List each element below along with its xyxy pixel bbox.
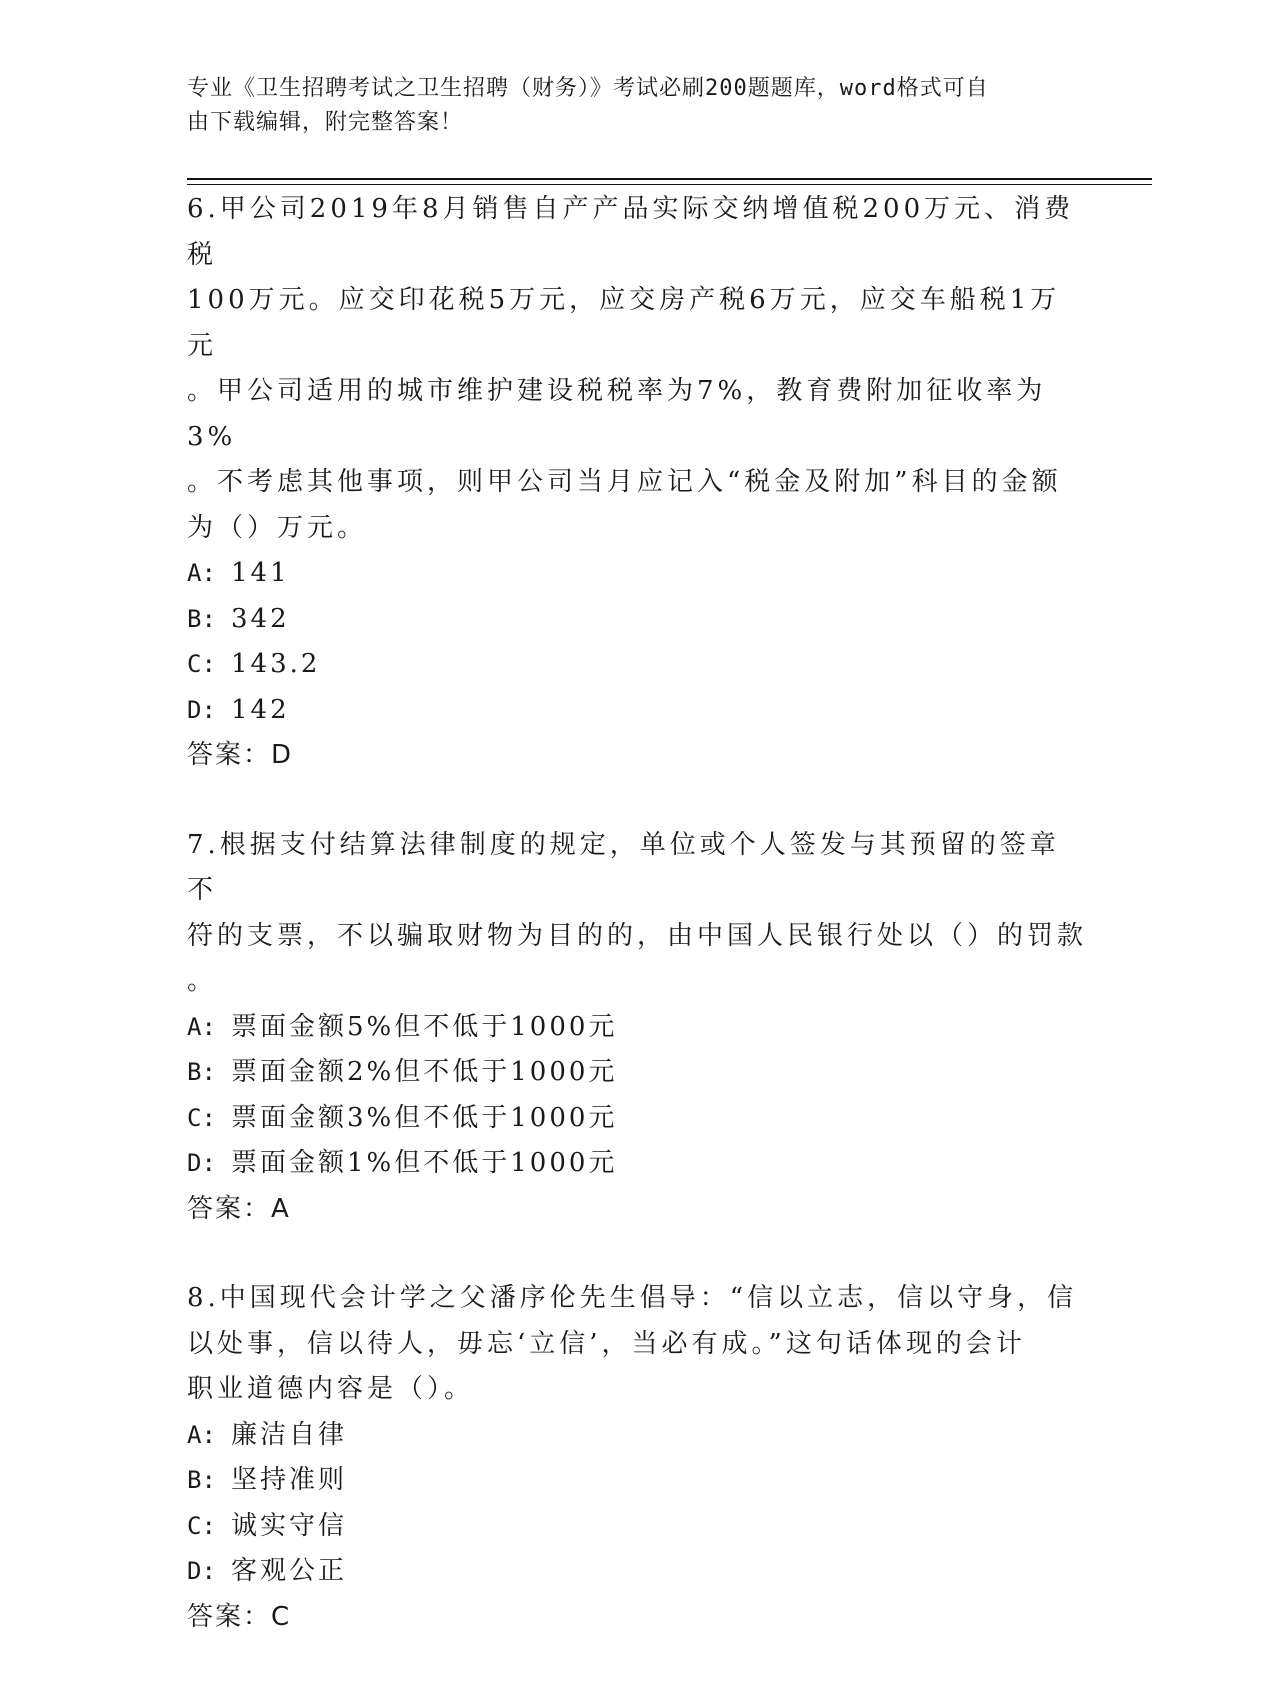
answer-line: 答案：C (187, 1601, 292, 1632)
stem-line: 为（）万元。 (187, 512, 368, 543)
header-line-2: 由下载编辑，附完整答案！ (187, 110, 464, 135)
question-stem (187, 187, 1087, 551)
header-divider-thin (187, 184, 1152, 185)
option-text: 廉洁自律 (231, 1419, 348, 1450)
option-letter: D: (187, 1149, 216, 1177)
stem-line: 职业道德内容是（）。 (187, 1374, 475, 1404)
stem-line: 8.中国现代会计学之父潘序伦先生倡导：“信以立志，信以守身，信 (187, 1283, 1078, 1313)
stem-line: 。不考虑其他事项，则甲公司当月应记入“税金及附加”科目的金额 (187, 467, 1062, 497)
option-text: 142 (231, 694, 290, 725)
option-letter: A: (187, 1012, 216, 1041)
option-b (187, 1050, 1087, 1096)
option-text: 票面金额2%但不低于1000元 (231, 1057, 618, 1087)
option-d (187, 1549, 1087, 1595)
option-text: 141 (231, 558, 290, 588)
option-text: 票面金额5%但不低于1000元 (231, 1011, 618, 1042)
option-c (187, 642, 1087, 688)
option-c (187, 1096, 1087, 1142)
option-d (187, 1141, 1087, 1187)
answer-line: 答案：D (187, 740, 294, 770)
option-text: 票面金额1%但不低于1000元 (231, 1148, 618, 1178)
option-b (187, 597, 1087, 643)
option-text: 票面金额3%但不低于1000元 (231, 1102, 618, 1133)
option-letter: D: (187, 695, 216, 724)
question-stem (187, 823, 1087, 1005)
option-text: 坚持准则 (231, 1465, 348, 1495)
option-a (187, 551, 1087, 597)
question-stem (187, 1276, 1087, 1413)
option-b (187, 1458, 1087, 1504)
option-text: 客观公正 (231, 1556, 348, 1586)
answer-line: 答案：A (187, 1193, 291, 1224)
stem-line: 符的支票，不以骗取财物为目的的，由中国人民银行处以（）的罚款 (187, 920, 1088, 951)
document-header (187, 72, 1067, 140)
option-letter: C: (187, 650, 216, 678)
option-letter: B: (187, 1466, 216, 1494)
stem-line: 以处事，信以待人，毋忘‘立信’，当必有成。”这句话体现的会计 (187, 1328, 1026, 1359)
stem-line: 6.甲公司2019年8月销售自产产品实际交纳增值税200万元、消费税 (187, 194, 1075, 270)
question-list (187, 187, 1087, 1684)
option-letter: B: (187, 604, 216, 633)
question-item (187, 1276, 1087, 1640)
stem-line: 7.根据支付结算法律制度的规定，单位或个人签发与其预留的签章不 (187, 829, 1060, 905)
option-text: 诚实守信 (231, 1510, 348, 1541)
option-text: 143.2 (231, 649, 321, 679)
stem-line: 。甲公司适用的城市维护建设税税率为7%，教育费附加征收率为3% (187, 376, 1047, 452)
option-letter: D: (187, 1557, 216, 1585)
option-letter: C: (187, 1103, 216, 1132)
option-text: 342 (231, 603, 290, 634)
option-c (187, 1504, 1087, 1550)
question-item (187, 823, 1087, 1233)
header-line-1: 专业《卫生招聘考试之卫生招聘（财务）》考试必刷200题题库，word格式可自 (187, 76, 989, 101)
question-item (187, 187, 1087, 779)
option-letter: C: (187, 1511, 216, 1540)
stem-line: 100万元。应交印花税5万元，应交房产税6万元，应交车船税1万元 (187, 285, 1061, 361)
stem-line: 。 (187, 966, 218, 996)
option-letter: A: (187, 559, 216, 587)
option-letter: B: (187, 1058, 216, 1086)
option-a (187, 1005, 1087, 1051)
option-a (187, 1413, 1087, 1459)
header-divider-thick (187, 178, 1152, 180)
option-d (187, 688, 1087, 734)
option-letter: A: (187, 1420, 216, 1449)
